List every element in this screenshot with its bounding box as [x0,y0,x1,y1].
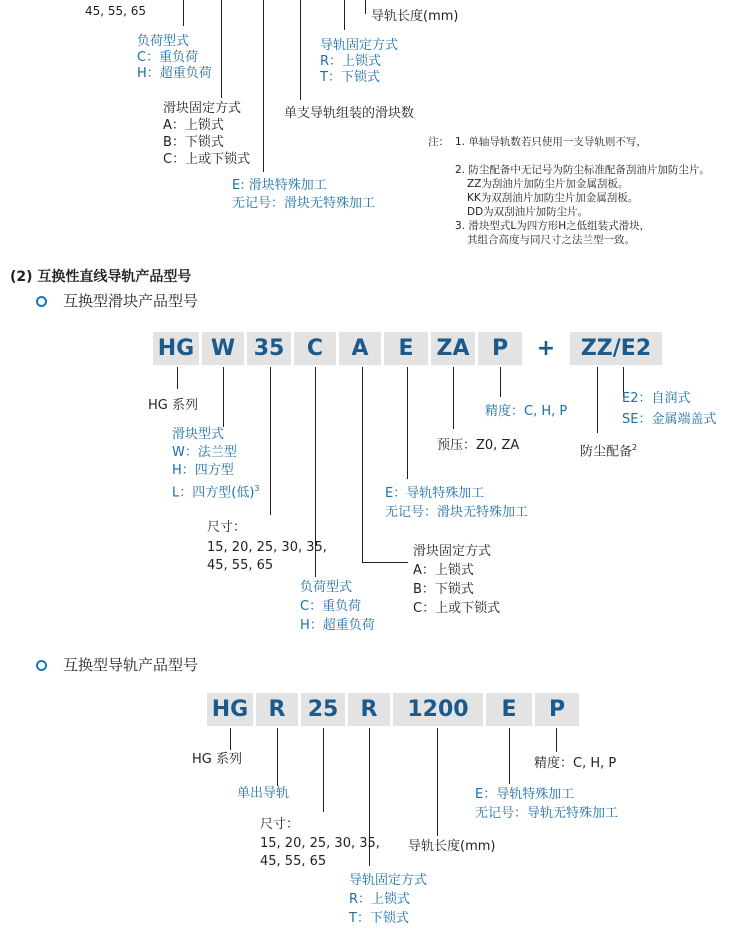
code-fixing: A [339,332,381,365]
code-block-type: W [202,332,244,365]
rail-heading: 互换型导轨产品型号 [63,656,199,674]
bullet-circle-icon [36,296,47,307]
leader-line [365,0,366,14]
rail-length-label: 导轨长度(mm) [408,839,496,854]
bullet-circle-icon [36,660,47,671]
leader-line [221,0,222,98]
code-precision: P [478,332,522,365]
note-3b: 其组合高度与同尺寸之法兰型一致。 [467,234,635,246]
notes-prefix: 注： [428,136,449,148]
rail-fix-r: R：上锁式 [349,892,411,907]
code-size: 35 [247,332,291,365]
leader-line [344,0,345,30]
rail-special-none: 无记号：导轨无特殊加工 [475,806,619,821]
note-2c: KK为双刮油片加防尘片加金属刮板。 [467,192,639,204]
rail-fix-t: T：下锁式 [349,911,409,926]
leader-line [300,0,301,100]
section-title: (2) 互换性直线导轨产品型号 [10,269,192,285]
dust-se: SE：金属端盖式 [622,412,717,427]
fix-title: 滑块固定方式 [413,544,492,559]
dust-label: 防尘配备$^2$ [580,443,638,460]
dust-e2: E2：自润式 [622,391,691,406]
note-3a: 3. 滑块型式L为四方形H之低组装式滑块， [455,220,651,232]
rail-code-series: HG [207,693,253,726]
fix-b: B：下锁式 [413,582,474,597]
code-special: E [384,332,428,365]
rail-length-label: 导轨长度(mm) [371,9,459,24]
size-list-1: 15, 20, 25, 30, 35, [207,540,327,555]
block-code-row [0,332,750,365]
fix-a: A：上锁式 [413,563,474,578]
note-2d: DD为双刮油片加防尘片。 [467,206,589,218]
load-c: C：重负荷 [300,599,362,614]
load-type-title: 负荷型式 [137,34,190,49]
rail-code-size: 25 [301,693,345,726]
load-title: 负荷型式 [300,580,353,595]
code-plus: + [536,336,556,361]
rail-size-title: 尺寸： [260,817,300,832]
rail-fix-title: 导轨固定方式 [349,873,428,888]
rail-code-special: E [486,693,532,726]
blocks-per-rail: 单支导轨组装的滑块数 [284,106,415,121]
series-label: HG 系列 [148,398,198,413]
leader-line [263,0,264,172]
block-type-w: W：法兰型 [172,445,237,460]
size-title: 尺寸： [207,520,247,535]
rail-code-precision: P [535,693,579,726]
leader-line [183,0,184,26]
note-1: 1. 单轴导轨数若只使用一支导轨则不写， [455,136,647,148]
rail-code-length: 1200 [393,693,483,726]
code-load: C [294,332,336,365]
rail-code-row [0,693,750,726]
note-2a: 2. 防尘配备中无记号为防尘标准配备刮油片加防尘片。 [455,164,710,176]
load-type-h: H：超重负荷 [137,66,212,81]
rail-fix-t: T：下锁式 [320,70,380,85]
load-type-c: C：重负荷 [137,50,199,65]
load-h: H：超重负荷 [300,618,375,633]
block-type-l: L：四方型(低)$^3$ [172,484,260,501]
rail-fix-r: R：上锁式 [320,54,382,69]
code-preload: ZA [431,332,475,365]
preload-label: 预压：Z0, ZA [437,438,520,453]
fix-c: C：上或下锁式 [413,601,501,616]
rail-special-e: E：导轨特殊加工 [475,787,575,802]
code-series: HG [153,332,199,365]
sizes-tail: 45, 55, 65 [85,4,147,18]
rail-single-label: 单出导轨 [237,786,290,801]
no-code: 无记号：滑块无特殊加工 [232,196,376,211]
rail-precision-label: 精度：C, H, P [534,756,617,771]
block-heading: 互换型滑块产品型号 [63,292,199,310]
block-type-h: H：四方型 [172,463,234,478]
rail-size-1: 15, 20, 25, 30, 35, [260,836,380,851]
rail-code-fixing: R [348,693,390,726]
block-fix-title: 滑块固定方式 [163,101,242,116]
special-none: 无记号：滑块无特殊加工 [385,505,529,520]
special-e: E：导轨特殊加工 [385,486,485,501]
rail-code-single: R [256,693,298,726]
size-list-2: 45, 55, 65 [207,558,274,573]
block-fix-b: B：下锁式 [163,135,224,150]
rail-fix-title: 导轨固定方式 [320,38,399,53]
rail-size-2: 45, 55, 65 [260,854,327,869]
code-dust: ZZ/E2 [570,332,662,365]
block-fix-a: A：上锁式 [163,118,224,133]
rail-series-label: HG 系列 [192,752,242,767]
block-type-title: 滑块型式 [172,427,225,442]
precision-label: 精度：C, H, P [485,404,568,419]
e-special: E: 滑块特殊加工 [232,178,327,193]
block-fix-c: C：上或下锁式 [163,152,251,167]
note-2b: ZZ为刮油片加防尘片加金属刮板。 [467,178,629,190]
